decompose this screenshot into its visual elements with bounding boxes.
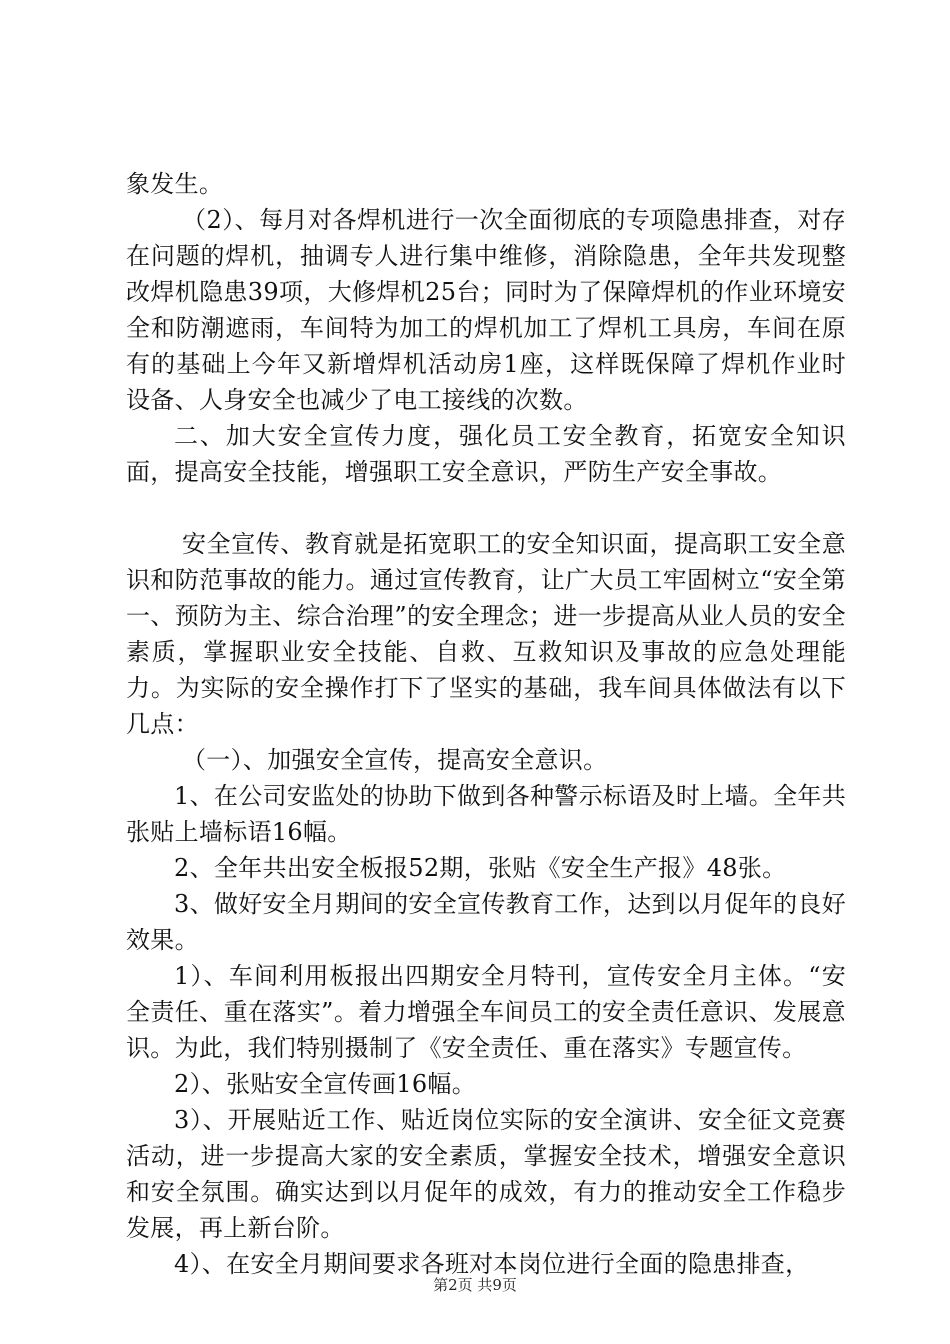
list-item-safety-month: 3、做好安全月期间的安全宣传教育工作，达到以月促年的良好效果。 [126, 890, 846, 954]
paragraph-safety-education: 安全宣传、教育就是拓宽职工的安全知识面，提高职工安全意识和防范事故的能力。通过宣传教育，让广大员工牢固树立“安全第一、预防为主、综合治理”的安全理念；进一步提高从业人员的安全素质，掌握职业安全技能、自救、互救知识及事故的应急处理能力。为实际的安全操作打下了坚实的基础，我车间具体做法有以下几点： [126, 530, 846, 738]
sub-item-posters: 2）、张贴安全宣传画16幅。 [174, 1070, 477, 1098]
document-body [126, 166, 846, 1282]
paragraph-spacer [126, 490, 846, 526]
sub-item-hazard-check: 4）、在安全月期间要求各班对本岗位进行全面的隐患排查， [174, 1250, 810, 1278]
subheading-strengthen-publicity: （一）、加强安全宣传，提高安全意识。 [182, 746, 608, 774]
list-item-blackboard: 2、全年共出安全板报52期，张贴《安全生产报》48张。 [174, 854, 787, 882]
sub-item-special-issue: 1）、车间利用板报出四期安全月特刊，宣传安全月主体。“安全责任、重在落实”。着力增强全车间员工的安全责任意识、发展意识。为此，我们特别摄制了《安全责任、重在落实》专题宣传。 [126, 962, 846, 1062]
list-item-slogans: 1、在公司安监处的协助下做到各种警示标语及时上墙。全年共张贴上墙标语16幅。 [126, 782, 846, 846]
paragraph-continuation: 象发生。 [126, 170, 224, 198]
paragraph-welder-inspection: （2）、每月对各焊机进行一次全面彻底的专项隐患排查，对存在问题的焊机，抽调专人进行集中维修，消除隐患，全年共发现整改焊机隐患39项，大修焊机25台；同时为了保障焊机的作业环境安全和防潮遮雨，车间特为加工的焊机加工了焊机工具房，车间在原有的基础上今年又新增焊机活动房1座，这样既保障了焊机作业时设备、人身安全也减少了电工接线的次数。 [126, 206, 846, 414]
section-heading-two: 二、加大安全宣传力度，强化员工安全教育，拓宽安全知识面，提高安全技能，增强职工安全意识，严防生产安全事故。 [126, 422, 846, 486]
page-footer: 第2页 共9页 [433, 1276, 517, 1294]
sub-item-speech-contest: 3）、开展贴近工作、贴近岗位实际的安全演讲、安全征文竞赛活动，进一步提高大家的安全素质，掌握安全技术，增强安全意识和安全氛围。确实达到以月促年的成效，有力的推动安全工作稳步发展，再上新台阶。 [126, 1106, 846, 1242]
